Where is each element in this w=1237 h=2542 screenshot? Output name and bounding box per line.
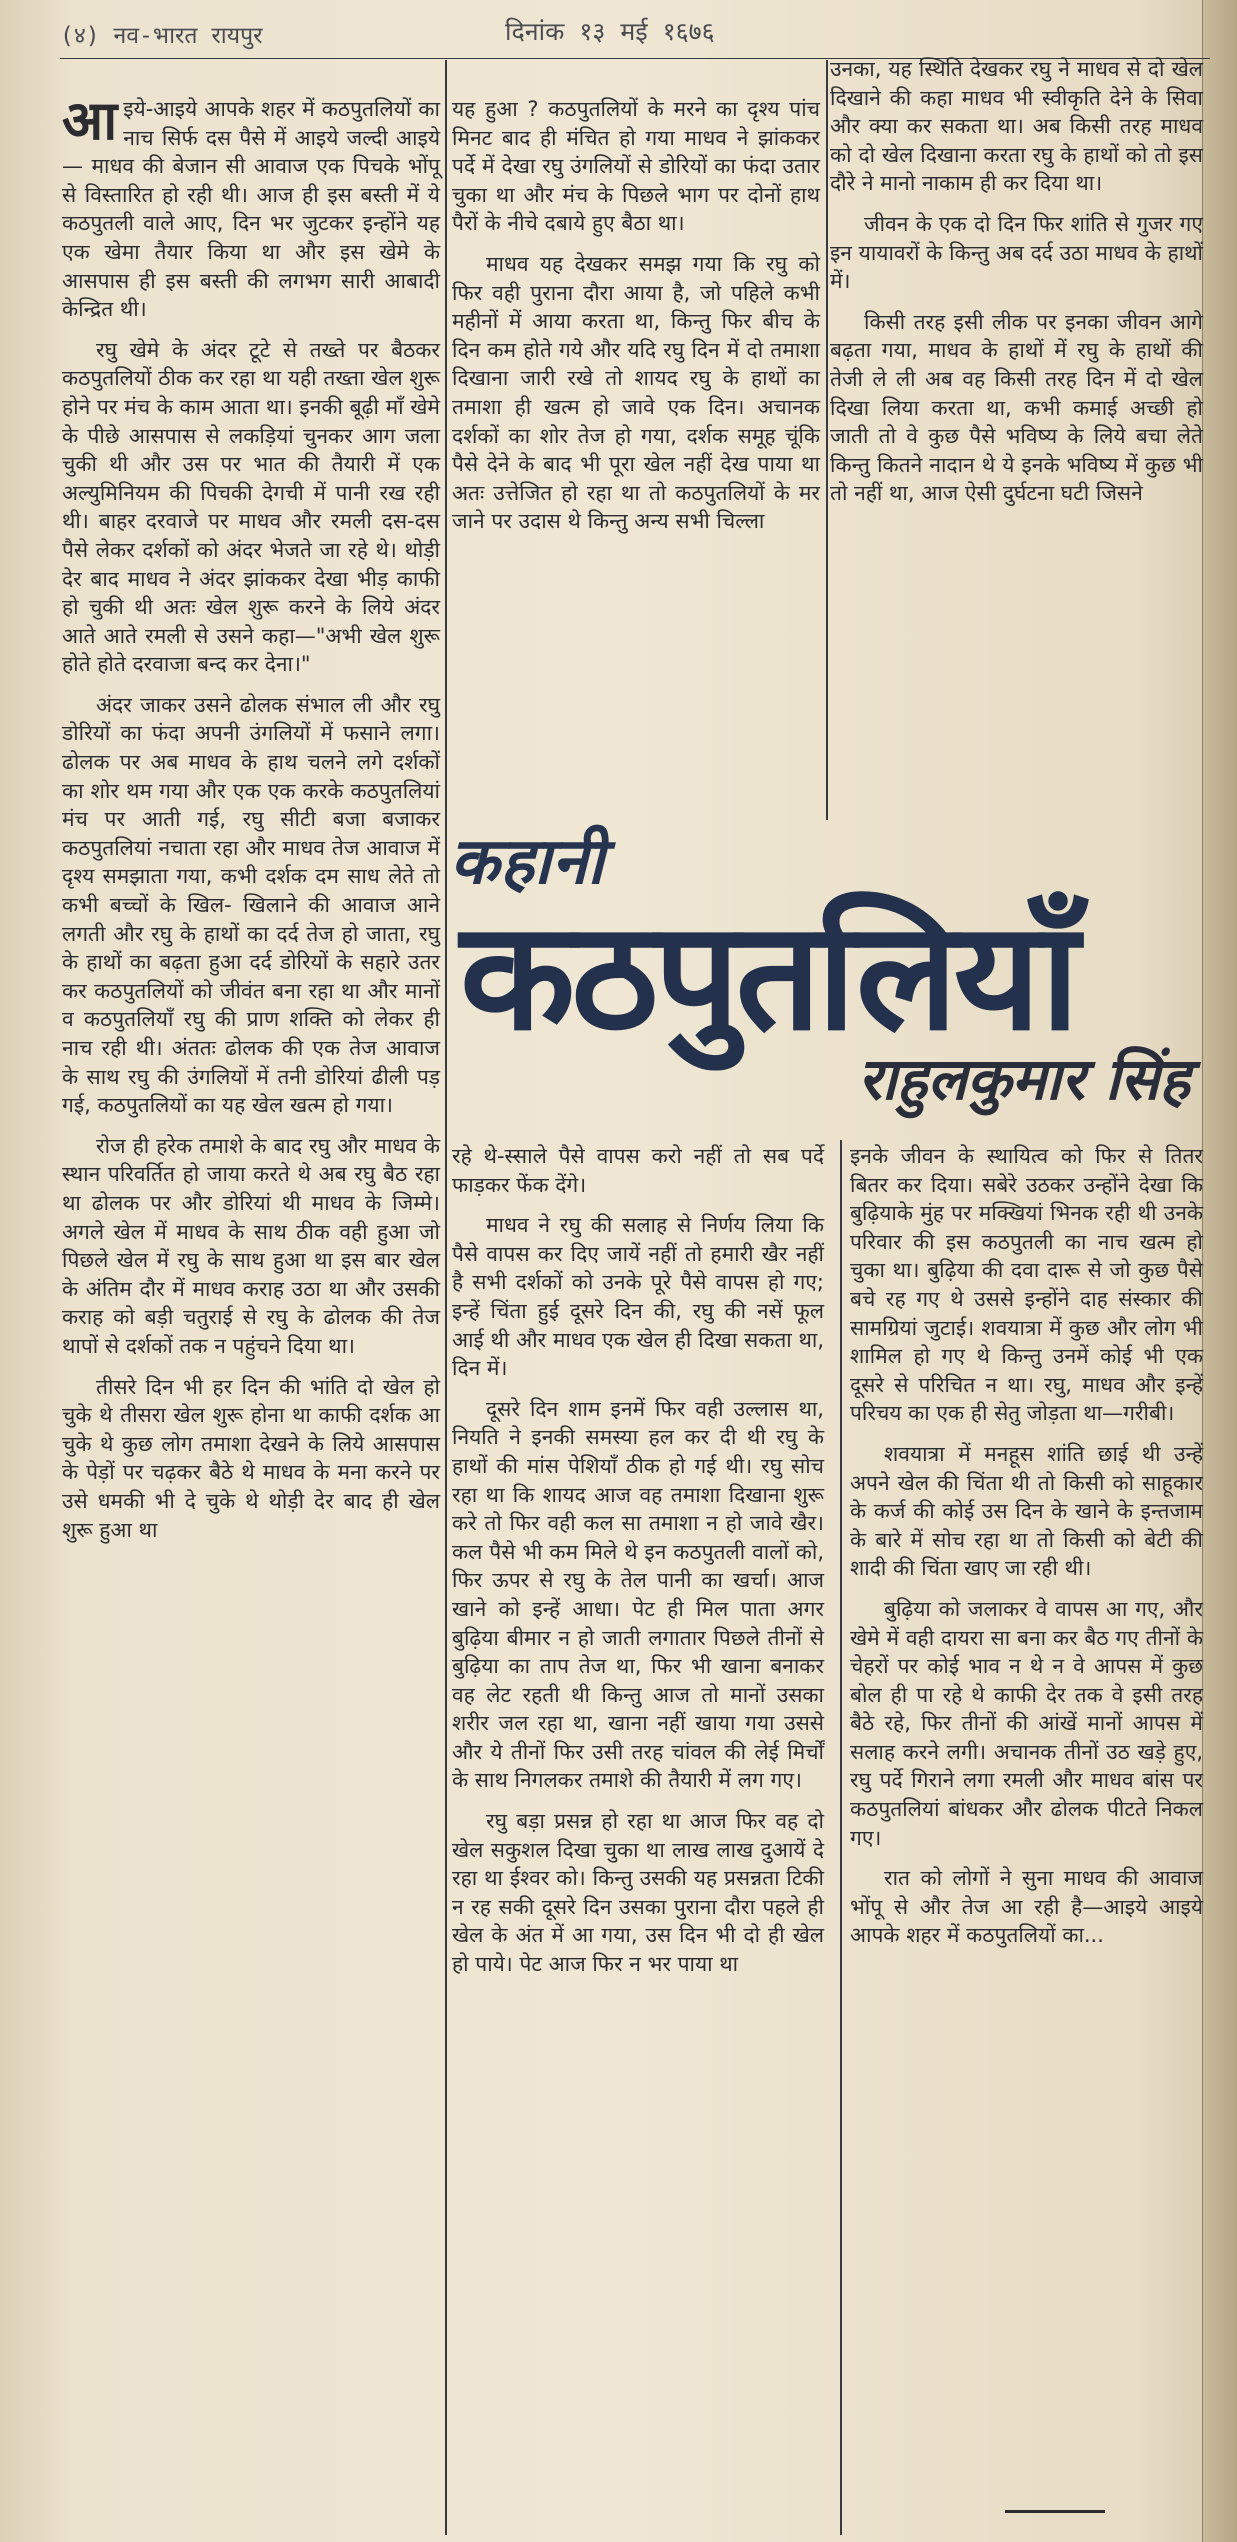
header-date: दिनांक १३ मई १६७६ [505, 17, 715, 46]
drop-cap: आ [62, 88, 118, 152]
column-rule [826, 60, 828, 820]
column-rule [445, 60, 447, 2535]
paragraph: रात को लोगों ने सुना माधव की आवाज भोंपू से और तेज आ रही है—आइये आइये आपके शहर में कठपुतलियों का... [850, 1866, 1203, 1948]
article-column-4 [452, 1142, 824, 2537]
paragraph: माधव यह देखकर समझ गया कि रघु को फिर वही पुराना दौरा आया है, जो पहिले कभी महीनों में आया करता था, किन्तु फिर बीच के दिन कम होते गये और यदि रघु दिन में दो तमाशा दिखाना जारी रखे तो शायद रघु के हाथों का तमाशा ही खत्म हो जावे एक दिन। अचानक दर्शकों का शोर तेज हो गया, दर्शक समूह चूंकि पैसे देने के बाद भी पूरा खेल नहीं देख पाया था अतः उत्तेजित हो रहा था तो कठपुतलियों के मर जाने पर उदास थे किन्तु अन्य सभी चिल्ला [452, 251, 820, 534]
story-end-rule [1005, 2510, 1105, 2513]
story-title-block [450, 815, 1210, 1125]
paragraph: माधव ने रघु की सलाह से निर्णय लिया कि पैसे वापस कर दिए जायें नहीं तो हमारी खैर नहीं है सभी दर्शकों को उनके पूरे पैसे वापस हो गए; इन्हें चिंता हुई दूसरे दिन की, रघु की नसें फूल आई थी और माधव एक खेल ही दिखा सकता था, दिन में। [452, 1213, 824, 1381]
page-binding-edge [1202, 0, 1237, 2542]
paragraph: किसी तरह इसी लीक पर इनका जीवन आगे बढ़ता गया, माधव के हाथों में रघु के हाथों की तेजी ले ली अब वह किसी तरह दिन में दो खेल दिखा लिया करता था, कभी कमाई अच्छी हो जाती तो वे कुछ पैसे भविष्य के लिये बचा लेते किन्तु कितने नादान थे ये इनके भविष्य में कुछ भी तो नहीं था, आज ऐसी दुर्घटना घटी जिसने [830, 309, 1203, 506]
paragraph: तीसरे दिन भी हर दिन की भांति दो खेल हो चुके थे तीसरा खेल शुरू होना था काफी दर्शक आ चुके थे कुछ लोग तमाशा देखने के लिये आसपास के पेड़ों पर चढ़कर बैठे थे माधव के मना करने पर उसे धमकी भी दे चुके थे थोड़ी देर बाद ही खेल शुरू हुआ था [62, 1374, 440, 1542]
story-title: कठपुतलियाँ [460, 890, 1076, 1064]
column-rule [840, 1140, 842, 2535]
page-header [60, 14, 820, 58]
paragraph: यह हुआ ? कठपुतलियों के मरने का दृश्य पांच मिनट बाद ही मंचित हो गया माधव ने झांककर पर्दे में देखा रघु उंगलियों से डोरियों का फंदा उतार चुका था और मंच के पिछले भाग पर दोनों हाथ पैरों के नीचे दबाये हुए बैठा था। [452, 97, 820, 236]
paragraph: आइये-आइये आपके शहर में कठपुतलियों का नाच सिर्फ दस पैसे में आइये जल्दी आइये— माधव की बेजान सी आवाज एक पिचके भोंपू से विस्तारित हो रही थी। आज ही इस बस्ती में ये कठपुतली वाले आए, दिन भर जुटकर इन्होंने यह एक खेमा तैयार किया था और इस खेमे के आसपास ही इस बस्ती की लगभग सारी आबादी केन्द्रित थी। [62, 88, 440, 322]
paragraph: शवयात्रा में मनहूस शांति छाई थी उन्हें अपने खेल की चिंता थी तो किसी को साहूकार के कर्ज की कोई उस दिन के खाने के इन्तजाम के बारे में सोच रहा था तो किसी को बेटी की शादी की चिंता खाए जा रही थी। [850, 1441, 1203, 1581]
header-paper-name: (४) नव-भारत रायपुर [60, 23, 263, 49]
paragraph: रहे थे-स्साले पैसे वापस करो नहीं तो सब पर्दे फाड़कर फेंक देंगे। [452, 1144, 824, 1197]
paragraph: उनका, यह स्थिति देखकर रघु ने माधव से दो खेल दिखाने की कहा माधव भी स्वीकृति देने के सिवा और क्या कर सकता था। अब किसी तरह माधव को दो खेल दिखाना करता रघु के हाथों को तो इस दौरे ने मानो नाकाम ही कर दिया था। [830, 57, 1203, 196]
article-column-1 [62, 88, 440, 2535]
paragraph: दूसरे दिन शाम इनमें फिर वही उल्लास था, नियति ने इनकी समस्या हल कर दी थी रघु के हाथों की मांस पेशियाँ ठीक हो गई थी। रघु सोच रहा था कि शायद आज वह तमाशा दिखाना शुरू करे तो फिर वही कल सा तमाशा न हो जावे खैर। कल पैसे भी कम मिले थे इन कठपुतली वालों को, फिर ऊपर से रघु के तेल पानी का खर्चा। आज खाने को इन्हें आधा। पेट ही मिल पाता अगर बुढ़िया बीमार न हो जाती लगातार पिछले तीनों से बुढ़िया का ताप तेज था, फिर भी खाना बनाकर वह लेट रहती थी किन्तु आज तो मानों उसका शरीर जल रहा था, खाना नहीं खाया गया उससे और ये तीनों फिर उसी तरह चांवल की लेई मिर्चों के साथ निगलकर तमाशे की तैयारी में लग गए। [452, 1396, 824, 1793]
paragraph: रोज ही हरेक तमाशे के बाद रघु और माधव के स्थान परिवर्तित हो जाया करते थे अब रघु बैठ रहा था ढोलक पर और डोरियां थी माधव के जिम्मे। अगले खेल में माधव के साथ ठीक वही हुआ जो पिछले खेल में रघु के साथ हुआ था इस बार खेल के अंतिम दौर में माधव कराह उठा था और उसकी कराह को बड़ी चतुराई से रघु के ढोलक की तेज थापों से दर्शकों तक न पहुंचने दिया था। [62, 1133, 440, 1358]
article-column-2 [452, 95, 820, 830]
paragraph: बुढ़िया को जलाकर वे वापस आ गए, और खेमे में वही दायरा सा बना कर बैठ गए तीनों के चेहरों पर कोई भाव न थे न वे आपस में कुछ बोल ही पा रहे थे काफी देर तक वे इसी तरह बैठे रहे, फिर तीनों की आंखें मानों आपस में सलाह करने लगी। अचानक तीनों उठ खड़े हुए, रघु पर्दे गिराने लगा रमली और माधव बांस पर कठपुतलियां बांधकर और ढोलक पीटते निकल गए। [850, 1596, 1203, 1850]
story-author: राहुलकुमार सिंह [857, 1045, 1190, 1113]
paragraph: अंदर जाकर उसने ढोलक संभाल ली और रघु डोरियों का फंदा अपनी उंगलियों में फसाने लगा। ढोलक पर अब माधव के हाथ चलने लगे दर्शकों का शोर थम गया और एक एक करके कठपुतलियां मंच पर आती गई, रघु सीटी बजा बजाकर कठपुतलियां नचाता रहा और माधव तेज आवाज में दृश्य समझाता गया, कभी दर्शक दम साध लेते तो कभी बच्चों के खिल- खिलाने की आवाज आने लगती और रघु के हाथों का दर्द तेज हो जाता, रघु के हाथों का बढ़ता हुआ दर्द डोरियों के सहारे उतर कर कठपुतलियों को जीवंत बना रहा था और मानों व कठपुतलियाँ रघु की प्राण शक्ति को लेकर ही नाच रही थी। अंततः ढोलक की एक तेज आवाज के साथ रघु की उंगलियों में तनी डोरियां ढीली पड़ गई, कठपुतलियों का यह खेल खत्म हो गया। [62, 692, 440, 1118]
story-label: कहानी [450, 825, 605, 899]
paragraph: रघु बड़ा प्रसन्न हो रहा था आज फिर वह दो खेल सकुशल दिखा चुका था लाख लाख दुआयें दे रहा था ईश्वर को। किन्तु उसकी यह प्रसन्नता टिकी न रह सकी दूसरे दिन उसका पुराना दौरा पहले ही खेल के अंत में आ गया, उस दिन भी दो ही खेल हो पाये। पेट आज फिर न भर पाया था [452, 1809, 824, 1977]
article-column-5 [850, 1142, 1203, 2537]
paragraph: रघु खेमे के अंदर टूटे से तख्ते पर बैठकर कठपुतलियों ठीक कर रहा था यही तख्ता खेल शुरू होने पर मंच के काम आता था। इनकी बूढ़ी माँ खेमे के पीछे आसपास से लकड़ियां चुनकर आग जला चुकी थी और उस पर भात की तैयारी में एक अल्युमिनियम की पिचकी देगची में पानी रख रही थी। बाहर दरवाजे पर माधव और रमली दस-दस पैसे लेकर दर्शकों को अंदर भेजते जा रहे थे। थोड़ी देर बाद माधव ने अंदर झांककर देखा भीड़ काफी हो चुकी थी अतः खेल शुरू करने के लिये अंदर आते आते रमली से उसने कहा—"अभी खेल शुरू होते होते दरवाजा बन्द कर देना।" [62, 337, 440, 677]
paragraph: इनके जीवन के स्थायित्व को फिर से तितर बितर कर दिया। सबेरे उठकर उन्होंने देखा कि बुढ़ियाके मुंह पर मक्खियां भिनक रही थी उनके परिवार की इस कठपुतली का नाच खत्म हो चुका था। बुढ़िया की दवा दारू से जो कुछ पैसे बचे रह गए थे उससे इन्होंने दाह संस्कार की सामग्रियां जुटाई। शवयात्रा में कुछ और लोग भी शामिल हो गए थे किन्तु उनमें कोई भी एक दूसरे से परिचित न था। रघु, माधव और इन्हें परिचय का एक ही सेतु जोड़ता था—गरीबी। [850, 1144, 1203, 1426]
article-column-3 [830, 55, 1203, 830]
paragraph: जीवन के एक दो दिन फिर शांति से गुजर गए इन यायावरों के किन्तु अब दर्द उठा माधव के हाथों में। [830, 211, 1203, 294]
